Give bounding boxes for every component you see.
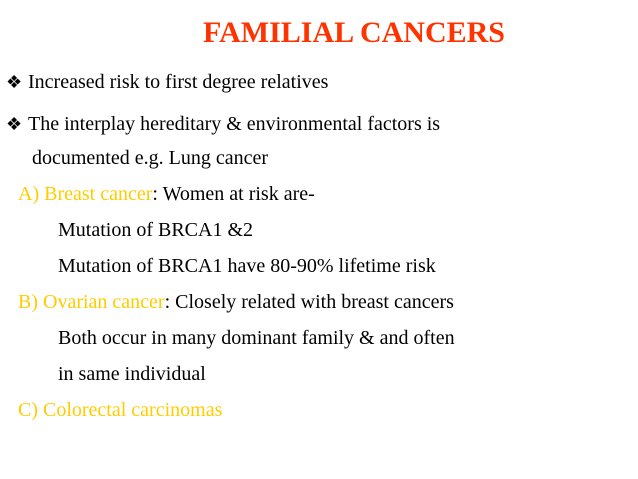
bullet-2-continuation: documented e.g. Lung cancer <box>32 147 269 169</box>
section-a-line-1: Mutation of BRCA1 &2 <box>58 219 254 241</box>
bullet-2 <box>6 112 440 136</box>
section-c-heading: C) Colorectal carcinomas <box>18 399 223 421</box>
bullet-1-text: Increased risk to first degree relatives <box>28 71 329 93</box>
section-b-heading <box>18 290 454 314</box>
bullet-1 <box>6 70 328 94</box>
section-a-prefix: A) <box>18 183 45 205</box>
section-b-line-2: in same individual <box>58 363 206 385</box>
slide-title: FAMILIAL CANCERS <box>203 16 505 49</box>
section-b-rest: : Closely related with breast cancers <box>164 291 454 313</box>
section-a-rest: : Women at risk are- <box>152 183 315 205</box>
section-a-heading <box>18 182 315 206</box>
diamond-bullet-icon: ❖ <box>6 72 23 92</box>
section-b-highlight: Ovarian cancer <box>43 291 165 313</box>
section-a-line-2: Mutation of BRCA1 have 80-90% lifetime risk <box>58 255 436 277</box>
section-a-highlight: Breast cancer <box>44 183 153 205</box>
section-b-prefix: B) <box>18 291 43 313</box>
bullet-2-text: The interplay hereditary & environmental factors is <box>28 113 441 135</box>
diamond-bullet-icon: ❖ <box>6 114 23 134</box>
section-b-line-1: Both occur in many dominant family & and often <box>58 327 455 349</box>
